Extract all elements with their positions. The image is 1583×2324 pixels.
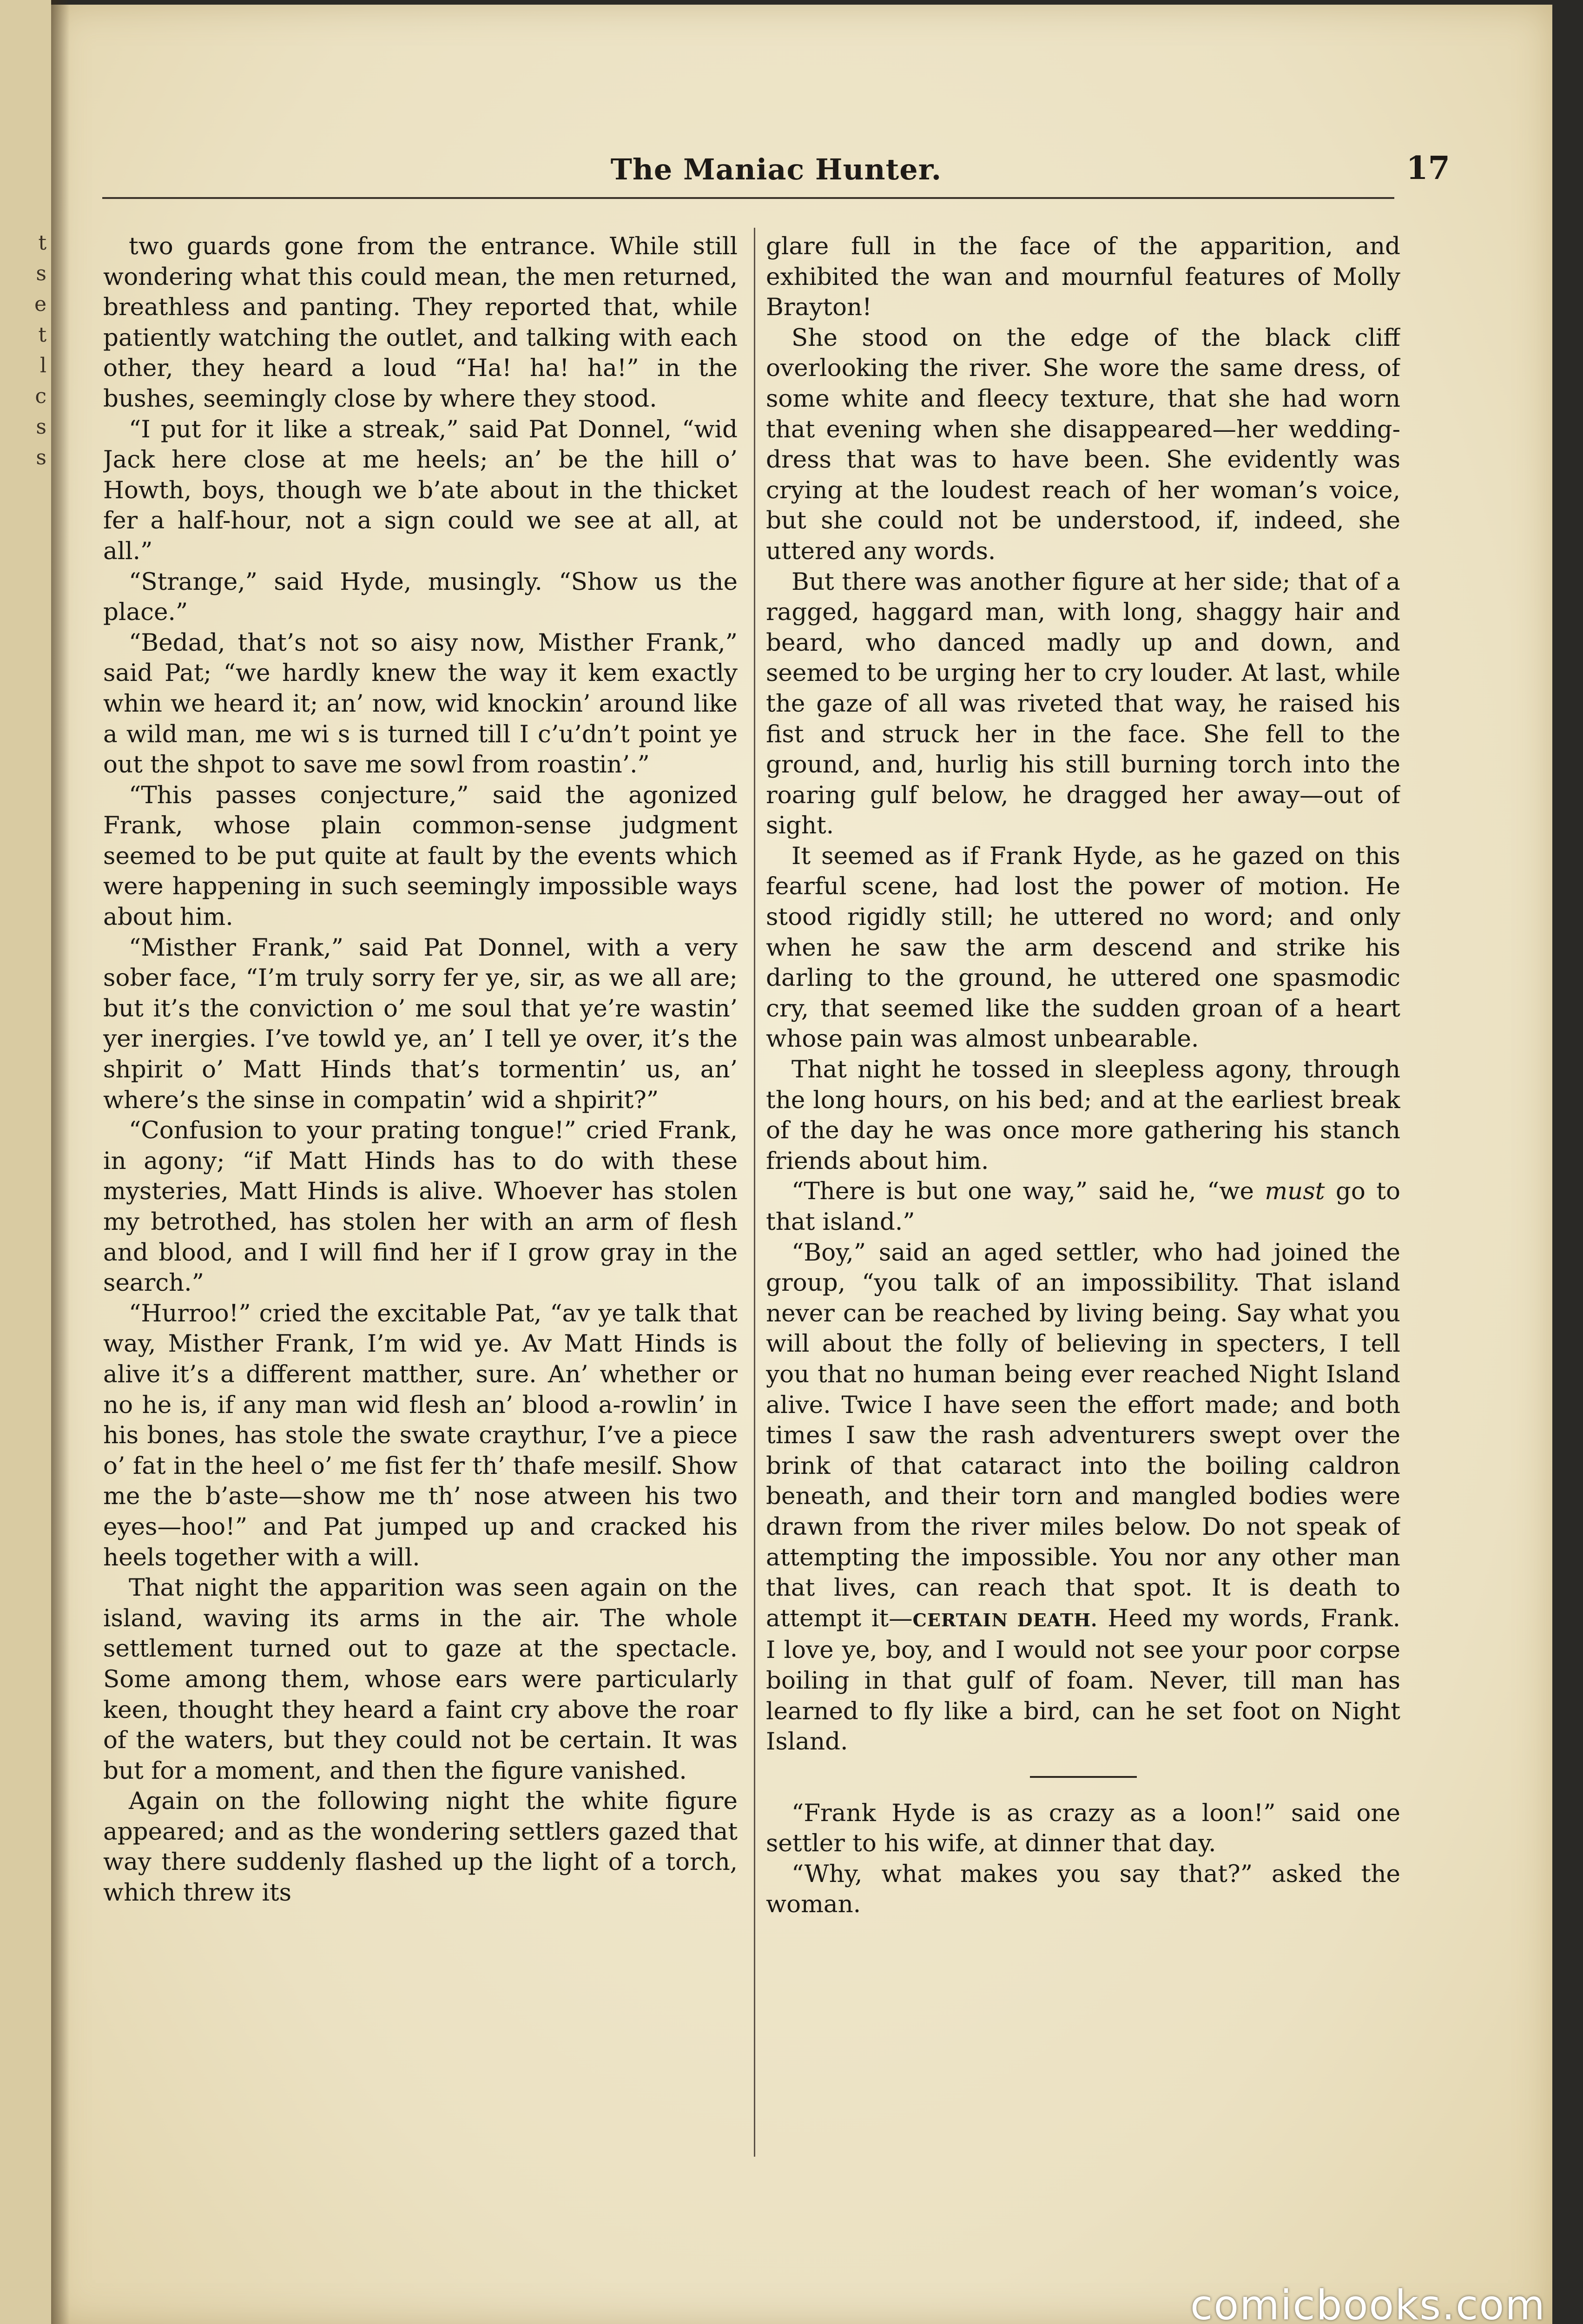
paragraph: glare full in the face of the apparition, and exhibited the wan and mournful features of Molly Brayton! bbox=[766, 232, 1400, 322]
paragraph: “Bedad, that’s not so aisy now, Misther Frank,” said Pat; “we hardly knew the way it kem exactly whin we heard it; an’ now, wid knockin’ around like a wild man, me wi s is turned till I c’u’dn’t point ye out the shpot to save me sowl from roastin’.” bbox=[103, 628, 738, 779]
watermark: comicbooks.com bbox=[1190, 2281, 1546, 2324]
running-header bbox=[102, 148, 1450, 199]
paragraph: But there was another figure at her side; that of a ragged, haggard man, with long, shaggy hair and beard, who danced madly up and down, and seemed to be urging her to cry louder. At last, while the gaze of all was riveted that way, he raised his fist and struck her in the face. She fell to the ground, and, hurlig his still burning torch into the roaring gulf below, he dragged her away—out of sight. bbox=[766, 568, 1400, 840]
previous-page-fragment: e bbox=[34, 292, 46, 316]
paragraph: It seemed as if Frank Hyde, as he gazed on this fearful scene, had lost the power of motion. He stood rigidly still; he uttered no word; and only when he saw the arm descend and strike his darling to the ground, he uttered one spasmodic cry, that seemed like the sudden groan of a heart whose pain was almost unbearable. bbox=[766, 842, 1400, 1053]
previous-page-fragment: c bbox=[35, 384, 46, 408]
running-title: The Maniac Hunter. bbox=[610, 152, 942, 186]
paragraph: That night he tossed in sleepless agony, through the long hours, on his bed; and at the earliest break of the day he was once more gathering his stanch friends about him. bbox=[766, 1056, 1400, 1175]
quote-text: go to that island.” bbox=[766, 1177, 1400, 1236]
quote-text: “Boy,” said an aged settler, who had joined the group, “you talk of an impossibility. That island never can be reached by living being. Say what you will about the folly of believing in specters, I tell you that no human being ever reached Night Island alive. Twice I have seen the effort made; and both times I saw the rash adventurers swept over the brink of that cataract into the boiling caldron beneath, and their torn and mangled bodies were drawn from the river miles below. Do not speak of attempting the impossible. You nor any other man that lives, can reach that spot. It is death to attempt it— bbox=[766, 1238, 1400, 1632]
previous-page-fragment: s bbox=[36, 446, 46, 469]
paragraph bbox=[766, 1238, 1400, 1757]
previous-page-fragment: s bbox=[36, 262, 46, 285]
previous-page-fragment: s bbox=[36, 415, 46, 439]
paragraph: She stood on the edge of the black cliff overlooking the river. She wore the same dress, of some white and fleecy texture, that she had worn that evening when she disappeared—her wedding-dress that was to have been. She evidently was crying at the loudest reach of her woman’s voice, but she could not be understood, if, indeed, she uttered any words. bbox=[766, 324, 1400, 565]
certain-death-smallcaps: CERTAIN DEATH. bbox=[912, 1609, 1098, 1631]
section-break-rule bbox=[1030, 1776, 1137, 1778]
left-column bbox=[103, 231, 738, 2184]
paragraph: “I put for it like a streak,” said Pat Donnel, “wid Jack here close at me heels; an’ be the hill o’ Howth, boys, though we b’ate about in the thicket fer a half-hour, not a sign could we see at all, at all.” bbox=[103, 415, 738, 565]
emphasis-must: must bbox=[1265, 1177, 1325, 1206]
paragraph: “Hurroo!” cried the excitable Pat, “av ye talk that way, Misther Frank, I’m wid ye. Av Matt Hinds is alive it’s a different matther, sure. An’ whether or no he is, if any man wid flesh an’ blood a-rowlin’ in his bones, has stole the swate craythur, I’ve a piece o’ fat in the heel o’ me fist fer th’ thafe mesilf. Show me the b’aste—show me th’ nose atween his two eyes—hoo!” and Pat jumped up and cracked his heels together with a will. bbox=[103, 1299, 738, 1571]
page-number: 17 bbox=[1406, 150, 1450, 187]
header-rule bbox=[102, 197, 1394, 199]
paragraph: “Confusion to your prating tongue!” cried Frank, in agony; “if Matt Hinds has to do with these mysteries, Matt Hinds is alive. Whoever has stolen my betrothed, has stolen her with an arm of flesh and blood, and I will find her if I grow gray in the search.” bbox=[103, 1116, 738, 1297]
paragraph: Again on the following night the white figure appeared; and as the wondering settlers gazed that way there suddenly flashed up the light of a torch, which threw its bbox=[103, 1787, 738, 1907]
paragraph: two guards gone from the entrance. While still wondering what this could mean, the men returned, breathless and panting. They reported that, while patiently watching the outlet, and talking with each other, they heard a loud “Ha! ha! ha!” in the bushes, seemingly close by where they stood. bbox=[103, 232, 738, 413]
quote-text: Heed my words, Frank. I love ye, boy, and I would not see your poor corpse boiling in that gulf of foam. Never, till man has learned to fly like a bird, can he set foot on Night Island. bbox=[766, 1604, 1400, 1756]
paragraph bbox=[766, 1176, 1400, 1237]
previous-page-text-fragments bbox=[5, 228, 46, 473]
paragraph: “Strange,” said Hyde, musingly. “Show us the place.” bbox=[103, 568, 738, 627]
right-column bbox=[766, 231, 1400, 2184]
column-divider bbox=[754, 228, 755, 2157]
page-fold-shadow bbox=[51, 0, 70, 2324]
paragraph: “This passes conjecture,” said the agonized Frank, whose plain common-sense judgment seemed to be put quite at fault by the events which were happening in such seemingly impossible ways about him. bbox=[103, 781, 738, 931]
paragraph: That night the apparition was seen again on the island, waving its arms in the air. The whole settlement turned out to gaze at the spectacle. Some among them, whose ears were particularly keen, thought they heard a faint cry above the roar of the waters, but they could not be certain. It was but for a moment, and then the figure vanished. bbox=[103, 1574, 738, 1785]
quote-text: “There is but one way,” said he, “we bbox=[792, 1177, 1265, 1206]
previous-page-fragment: l bbox=[40, 354, 46, 377]
paragraph: “Why, what makes you say that?” asked the woman. bbox=[766, 1860, 1400, 1919]
paragraph: “Frank Hyde is as crazy as a loon!” said one settler to his wife, at dinner that day. bbox=[766, 1799, 1400, 1858]
previous-page-edge bbox=[0, 0, 51, 2324]
previous-page-fragment: t bbox=[38, 323, 46, 347]
paragraph: “Misther Frank,” said Pat Donnel, with a very sober face, “I’m truly sorry fer ye, sir, as we all are; but it’s the conviction o’ me soul that ye’re wastin’ yer inergies. I’ve towld ye, an’ I tell ye over, it’s the shpirit o’ Matt Hinds that’s tormentin’ us, an’ where’s the sinse in compatin’ wid a shpirit?” bbox=[103, 933, 738, 1114]
previous-page-fragment: t bbox=[38, 231, 46, 255]
